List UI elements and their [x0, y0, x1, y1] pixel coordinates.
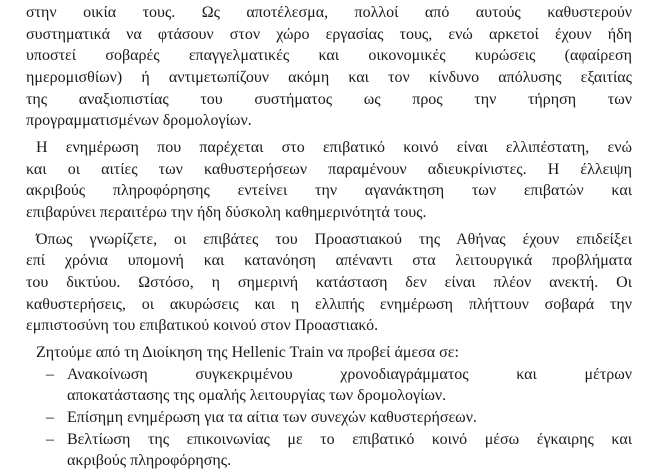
- list-item-text: Επίσημη ενημέρωση για τα αίτια των συνεχών καθυστερήσεων.: [67, 409, 477, 427]
- dash-list-marker: –: [46, 409, 54, 427]
- paragraph-line: επί χρόνια υπομονή και κατανόηση απέναντι στα λειτουργικά προβλήματα: [26, 252, 632, 270]
- list-item-text: ακριβούς πληροφόρησης.: [67, 452, 232, 470]
- paragraph-line: Όπως γνωρίζετε, οι επιβάτες του Προαστιακού της Αθήνας έχουν επιδείξει: [36, 230, 632, 248]
- paragraph-line: καθυστερήσεις, οι ακυρώσεις και η ελλιπής ενημέρωση πλήττουν σοβαρά την: [26, 295, 632, 313]
- paragraph-line: Η ενημέρωση που παρέχεται στο επιβατικό κοινό είναι ελλιπέστατη, ενώ: [36, 139, 632, 157]
- paragraph-line: εμπιστοσύνη του επιβατικού κοινού στον Προαστιακό.: [26, 317, 379, 335]
- paragraph-line: επιβαρύνει περαιτέρω την ήδη δύσκολη καθημερινότητά τους.: [26, 204, 427, 222]
- paragraph-line: υποστεί σοβαρές επαγγελματικές και οικονομικές κυρώσεις (αφαίρεση: [26, 47, 632, 65]
- paragraph-line: στην οικία τους. Ως αποτέλεσμα, πολλοί από αυτούς καθυστερούν: [26, 4, 632, 21]
- dash-list-marker: –: [46, 365, 54, 383]
- paragraph-line: συστηματικά να φτάσουν στον χώρο εργασίας τους, ενώ αρκετοί έχουν ήδη: [26, 25, 632, 43]
- text-block: [26, 2, 632, 472]
- paragraph-demands-intro: [26, 342, 632, 364]
- paragraph-line: της αναξιοπιστίας του συστήματος ως προς την τήρηση των: [26, 90, 632, 108]
- paragraph-line: του δικτύου. Ωστόσο, η σημερινή κατάσταση δεν είναι πλέον ανεκτή. Οι: [26, 274, 632, 292]
- list-item-text: αποκατάστασης της ομαλής λειτουργίας των δρομολογίων.: [67, 387, 447, 405]
- dash-list-marker: –: [46, 430, 54, 448]
- paragraph-line: και οι αιτίες των καθυστερήσεων παραμένουν αδιευκρίνιστες. Η έλλειψη: [26, 160, 632, 178]
- paragraph-line: προγραμματισμένων δρομολογίων.: [26, 112, 252, 130]
- paragraph-lack-of-information: [26, 137, 632, 224]
- paragraph-line: ακριβούς πληροφόρησης εντείνει την αγανάκτηση των επιβατών και: [26, 182, 632, 200]
- demands-list: [26, 364, 632, 472]
- paragraph-line: Ζητούμε από τη Διοίκηση της Hellenic Train να προβεί άμεσα σε:: [36, 344, 459, 362]
- list-item-text: Βελτίωση της επικοινωνίας με το επιβατικό κοινό μέσω έγκαιρης και: [67, 430, 632, 448]
- list-item-line: [26, 364, 632, 386]
- paragraph-delays-consequences: [26, 2, 632, 132]
- list-item-line: [26, 429, 632, 451]
- paragraph-passenger-patience: [26, 229, 632, 337]
- list-item-line: [26, 385, 632, 407]
- paragraph-line: ημερομισθίων) ή αντιμετωπίζουν ακόμη και τον κίνδυνο απόλυσης εξαιτίας: [26, 69, 632, 87]
- list-item-communication-improvement: [26, 429, 632, 472]
- list-item-official-update: [26, 407, 632, 429]
- list-item-timetable-restoration: [26, 364, 632, 407]
- list-item-line: [26, 407, 632, 429]
- list-item-text: Ανακοίνωση συγκεκριμένου χρονοδιαγράμματος και μέτρων: [67, 365, 632, 383]
